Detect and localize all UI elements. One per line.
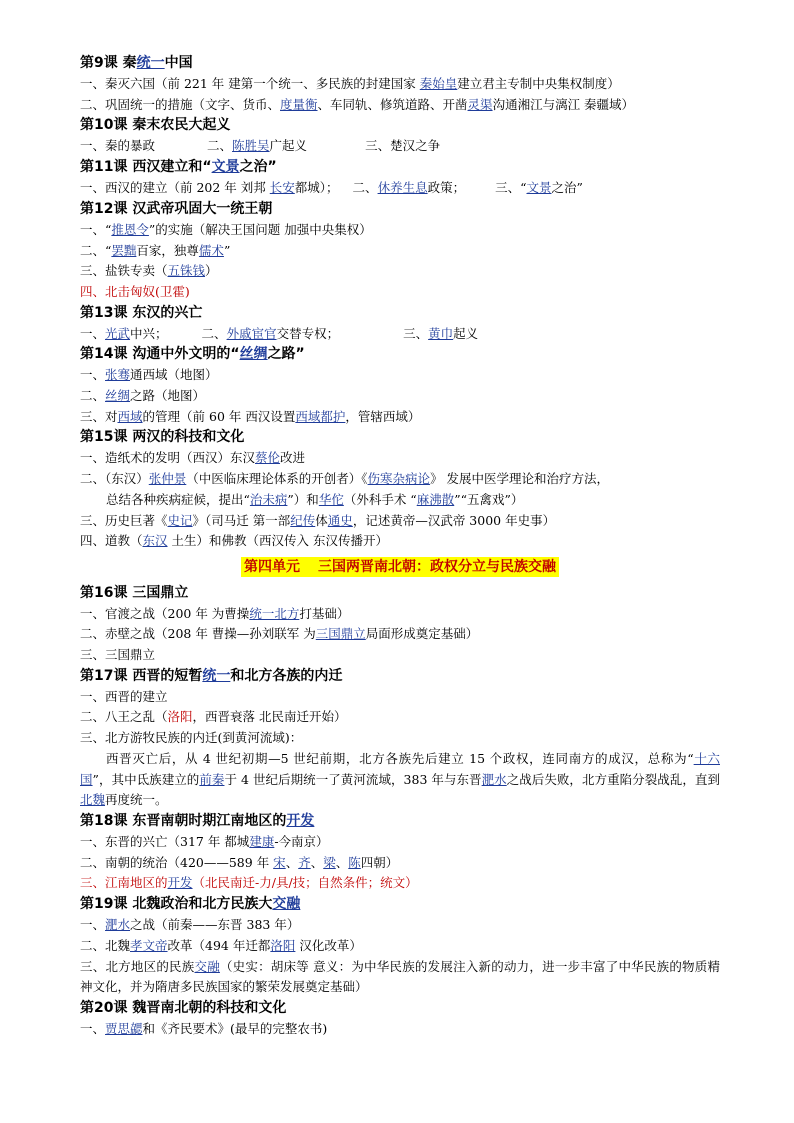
keyword: 陈	[348, 854, 361, 870]
text: 三、对	[80, 408, 118, 424]
text: 》 发展中医学理论和治疗方法，	[430, 471, 610, 487]
text: 土生）和佛教（西汉传入 东汉传播开）	[167, 533, 388, 549]
lesson-12-title: 第12课 汉武帝巩固大一统王朝	[80, 200, 273, 217]
text: 改进	[280, 450, 306, 466]
text: 百家，独尊	[136, 242, 199, 258]
keyword: 文景	[526, 180, 552, 196]
keyword: 淝水	[105, 917, 131, 933]
text: ，西晋衰落 北民南迁开始）	[192, 709, 347, 725]
text: 建立君主专制中央集权制度）	[457, 76, 620, 91]
unit-4-banner	[241, 557, 559, 577]
text: 二、北魏	[80, 937, 131, 953]
text: 一、	[80, 917, 106, 933]
text: ”的实施（解决王国问题 加强中央集权）	[148, 221, 372, 237]
keyword: 度量衡	[280, 96, 318, 112]
text: ”“五禽戏”）	[454, 491, 524, 507]
keyword: 蔡伦	[255, 450, 281, 466]
text: 二、“	[80, 242, 112, 258]
lesson-13-title: 第13课 东汉的兴亡	[80, 304, 203, 321]
keyword: 秦始皇	[419, 76, 458, 91]
text: ”，其中氐族建立的	[92, 771, 200, 787]
lesson-16-title: 第16课 三国鼎立	[80, 584, 189, 601]
lesson-20-item-1	[80, 1019, 720, 1040]
keyword: 东汉	[142, 533, 168, 549]
keyword: 治未病	[249, 491, 288, 507]
text: 一、东晋的兴亡（317 年 都城	[80, 833, 250, 849]
text: 交替专权；	[276, 325, 340, 341]
text: 二、南朝的统治（420——589 年	[80, 854, 274, 870]
keyword: 统一北方	[249, 605, 300, 621]
text: （中医临床理论体系的开创者）《	[186, 471, 368, 487]
lesson-9-item-2	[80, 95, 720, 116]
lesson-17-paragraph	[80, 749, 720, 811]
text: 三国两晋南北朝：政权分立与民族交融	[318, 558, 556, 575]
lesson-9-item-1	[80, 74, 720, 95]
keyword: 文景	[211, 159, 240, 176]
text: ，记述黄帝—汉武帝 3000 年史事）	[352, 512, 556, 528]
text: 一、	[80, 1020, 106, 1036]
lesson-10-items	[80, 136, 720, 157]
text: ”）和	[287, 491, 319, 507]
text: 之战（前秦——东晋 383 年）	[130, 917, 300, 933]
lesson-15-item-2	[80, 469, 720, 490]
keyword: 休养生息	[377, 180, 428, 196]
lesson-18-title	[80, 811, 720, 832]
keyword: 黄巾	[428, 325, 454, 341]
text: 中兴；	[130, 325, 168, 341]
text: 三、北方地区的民族	[80, 958, 195, 974]
keyword: 宋	[273, 854, 286, 870]
keyword: 丝绸	[105, 388, 131, 404]
text: 第14课 沟通中外文明的“	[80, 346, 240, 363]
text: 一、西汉的建立（前 202 年 刘邦	[80, 180, 270, 196]
text: 一、造纸术的发明（西汉）东汉	[80, 450, 256, 466]
lesson-13-items	[80, 324, 720, 345]
lesson-15-item-3	[80, 511, 720, 532]
text: 之治”	[551, 180, 583, 196]
text: 二、	[352, 180, 378, 196]
keyword: 史记	[167, 512, 193, 528]
keyword: 交融	[194, 958, 220, 974]
text: 第9课 秦	[80, 55, 137, 71]
lesson-17-item-3: 三、北方游牧民族的内迁(到黄河流域)：	[80, 730, 303, 746]
lesson-14-item-3	[80, 407, 720, 428]
text: 之路（地图）	[130, 388, 206, 404]
text: 于 4 世纪后期统一了黄河流域，383 年与东晋	[224, 771, 482, 787]
text: 和北方各族的内迁	[230, 667, 343, 684]
keyword: 通史	[327, 512, 353, 528]
lesson-15-item-4	[80, 531, 720, 552]
lesson-15-title: 第15课 两汉的科技和文化	[80, 429, 245, 446]
keyword: 西域	[117, 408, 143, 424]
lesson-16-item-3: 三、三国鼎立	[80, 647, 156, 663]
lesson-19-item-3	[80, 957, 720, 998]
keyword: 麻沸散	[416, 491, 455, 507]
text: 沟通湘江与漓江 秦疆域）	[492, 96, 635, 112]
lesson-18-item-2	[80, 853, 720, 874]
text: 汉化改革）	[295, 937, 362, 953]
lesson-16-item-1	[80, 604, 720, 625]
text: 之路”	[267, 346, 305, 363]
keyword: 开发	[286, 812, 315, 829]
text: 三、江南地区的	[80, 875, 168, 891]
text: 二、赤壁之战（208 年 曹操—孙刘联军 为	[80, 626, 316, 642]
keyword: 陈胜吴	[232, 138, 270, 154]
text: （外科手术 “	[343, 491, 417, 507]
text: 第17课 西晋的短暂	[80, 667, 203, 684]
lesson-15-item-1	[80, 448, 720, 469]
text: 之治”	[239, 159, 277, 176]
keyword: 丝绸	[239, 346, 268, 363]
keyword: 前秦	[199, 771, 225, 787]
lesson-14-title	[80, 344, 720, 365]
keyword: 华佗	[318, 491, 344, 507]
lesson-20-title: 第20课 魏晋南北朝的科技和文化	[80, 999, 287, 1016]
keyword: 儒术	[198, 242, 224, 258]
keyword: 灵渠	[467, 96, 493, 112]
keyword: 齐	[298, 854, 311, 870]
text: 政策；	[427, 180, 466, 196]
keyword: 贾思勰	[105, 1020, 143, 1036]
lesson-17-title	[80, 666, 720, 687]
text: 第四单元	[244, 558, 300, 575]
text: 、车同轨、修筑道路、开凿	[317, 96, 468, 112]
keyword: 三国鼎立	[315, 626, 366, 642]
keyword: 统一	[136, 55, 165, 71]
text: 总结各种疾病症候，提出“	[106, 491, 250, 507]
text: （北民南迁-力/具/技；自然条件；统文）	[192, 875, 418, 891]
text: 二、（东汉）	[80, 471, 149, 487]
text: 三、楚汉之争	[365, 138, 441, 154]
text: 三、历史巨著《	[80, 512, 168, 528]
text: 再度统一。	[105, 792, 168, 808]
text: 中国	[164, 55, 193, 71]
lesson-12-item-1	[80, 220, 720, 241]
lesson-16-item-2	[80, 624, 720, 645]
text: 四、道教（	[80, 533, 143, 549]
text: 一、秦灭六国（前 221 年 建第一个统一、多民族的封建国家	[80, 76, 420, 91]
text: 二、	[201, 325, 227, 341]
text: 、	[335, 854, 349, 870]
text: 一、“	[80, 221, 112, 237]
lesson-10-title: 第10课 秦末农民大起义	[80, 117, 231, 134]
lesson-11-items	[80, 178, 720, 199]
text: 三、	[403, 325, 429, 341]
keyword: 开发	[167, 875, 193, 891]
keyword: 伤寒杂病论	[367, 471, 431, 487]
keyword: 十六国	[80, 750, 720, 787]
lesson-18-item-3	[80, 873, 720, 894]
text: 、	[310, 854, 324, 870]
keyword: 北魏	[80, 792, 106, 808]
text: 打基础）	[299, 605, 350, 621]
lesson-19-item-2	[80, 936, 720, 957]
keyword: 长安	[269, 180, 295, 196]
text: ”	[223, 242, 231, 258]
text: 通西域（地图）	[130, 367, 218, 383]
lesson-18-item-1	[80, 832, 720, 853]
text: 都城）；	[294, 180, 339, 196]
lesson-12-item-2	[80, 241, 720, 262]
text: 第18课 东晋南朝时期江南地区的	[80, 812, 287, 829]
lesson-19-title	[80, 894, 720, 915]
keyword: 罢黜	[111, 242, 137, 258]
text: ）	[205, 263, 218, 279]
text: 和《齐民要术》(最早的完整农书)	[142, 1020, 328, 1036]
keyword: 孝文帝	[130, 937, 168, 953]
text: 一、秦的暴政	[80, 138, 156, 154]
text: 体	[315, 512, 328, 528]
text: 二、	[80, 388, 106, 404]
text: 改革（494 年迁都	[167, 937, 271, 953]
keyword: 洛阳	[270, 937, 296, 953]
text: 局面形成奠定基础）	[365, 626, 479, 642]
keyword: 外戚宦官	[226, 325, 277, 341]
text: 四朝）	[360, 854, 399, 870]
keyword: 纪传	[290, 512, 316, 528]
unit-4-heading	[80, 557, 720, 578]
text: ，管辖西域）	[345, 408, 421, 424]
document-page	[80, 53, 720, 1040]
keyword: 建康	[249, 833, 275, 849]
keyword: 五铢钱	[167, 263, 206, 279]
text: 二、巩固统一的措施（文字、货币、	[80, 96, 281, 112]
keyword: 洛阳	[167, 709, 193, 725]
keyword: 推恩令	[111, 221, 149, 237]
text: 之战后失败，北方重陷分裂战乱，直到	[506, 771, 720, 787]
text: 》（司马迁 第一部	[192, 512, 291, 528]
text: 起义	[453, 325, 479, 341]
lesson-12-item-3	[80, 261, 720, 282]
keyword: 淝水	[481, 771, 507, 787]
keyword: 统一	[202, 667, 231, 684]
lesson-17-item-2	[80, 707, 720, 728]
text: 、	[285, 854, 299, 870]
text: 三、盐铁专卖（	[80, 263, 168, 279]
lesson-19-item-1	[80, 915, 720, 936]
keyword: 西域都护	[295, 408, 346, 424]
text: 一、	[80, 325, 106, 341]
keyword: 交融	[272, 896, 301, 913]
keyword: 张仲景	[148, 471, 187, 487]
text: -今南京）	[274, 833, 329, 849]
lesson-14-item-1	[80, 365, 720, 386]
text: 第11课 西汉建立和“	[80, 159, 212, 176]
text: （史实：胡床等 意义：为中华民族的发展注入新的动力，进一步丰富了中华民族的物质精神文化，并为隋唐多民族国家的繁荣发展奠定基础）	[80, 958, 720, 995]
keyword: 梁	[323, 854, 336, 870]
keyword: 张骞	[105, 367, 131, 383]
lesson-15-item-2-cont	[80, 490, 720, 511]
text: 一、	[80, 367, 106, 383]
keyword: 光武	[105, 325, 131, 341]
lesson-12-item-4: 四、北击匈奴(卫霍)	[80, 283, 190, 299]
text: 广起义	[269, 138, 308, 154]
lesson-14-item-2	[80, 386, 720, 407]
text: 二、八王之乱（	[80, 709, 168, 725]
lesson-17-item-1: 一、西晋的建立	[80, 688, 168, 704]
text: 的管理（前 60 年 西汉设置	[142, 408, 296, 424]
text: 西晋灭亡后，从 4 世纪初期—5 世纪前期，北方各族先后建立 15 个政权，连同南方的成汉，总称为“	[106, 750, 694, 766]
lesson-11-title	[80, 157, 720, 178]
text: 一、官渡之战（200 年 为曹操	[80, 605, 250, 621]
text: 三、“	[495, 180, 527, 196]
text: 第19课 北魏政治和北方民族大	[80, 896, 273, 913]
lesson-9-title	[80, 53, 720, 74]
text: 二、	[207, 138, 233, 154]
